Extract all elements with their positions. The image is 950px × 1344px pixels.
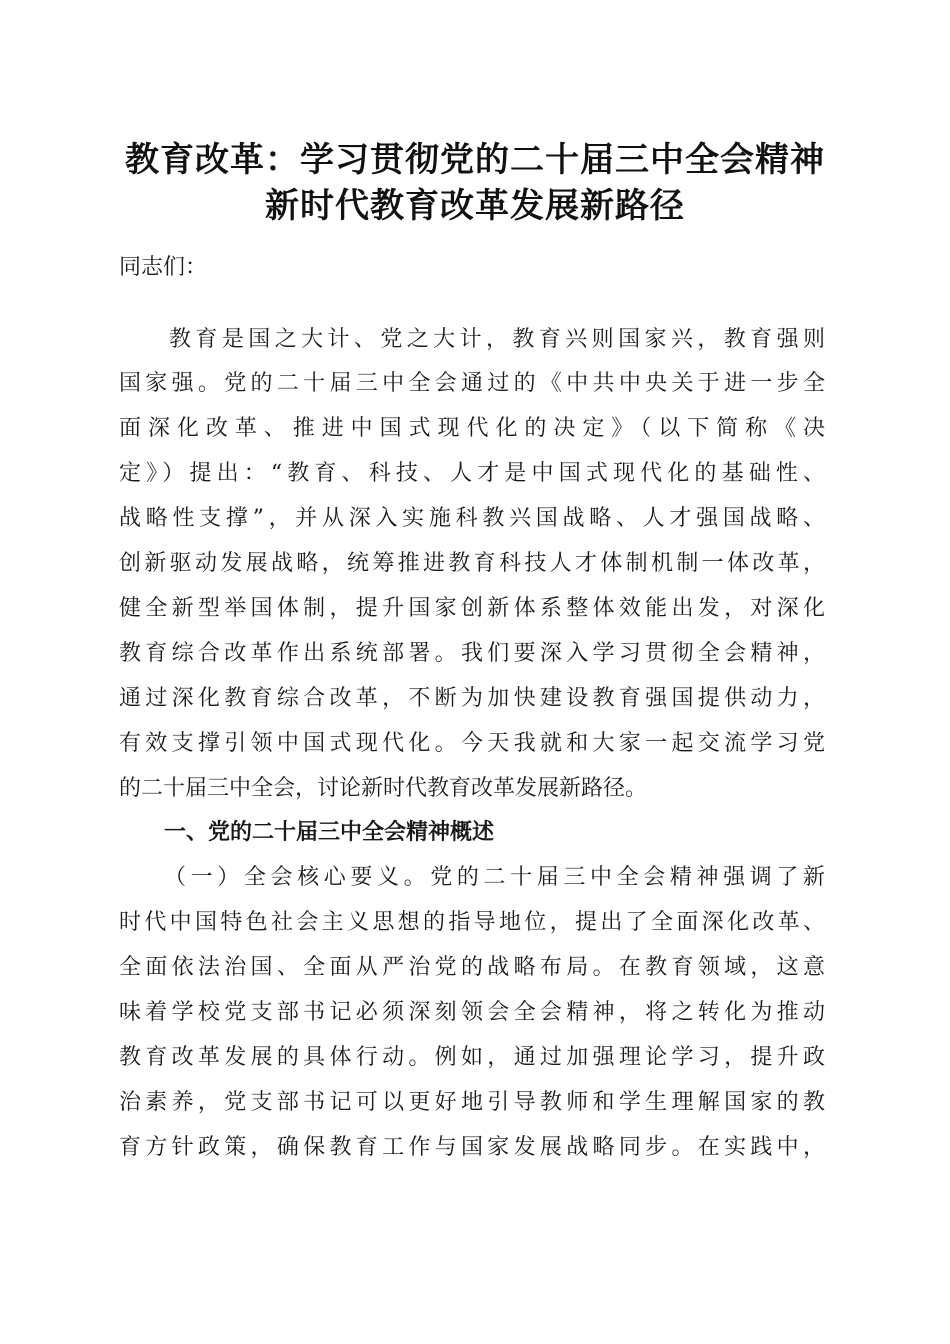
- paragraph-1-line: 战略性支撑”，并从深入实施科教兴国战略、人才强国战略、: [119, 506, 825, 531]
- paragraph-2-line: （一）全会核心要义。党的二十届三中全会精神强调了新: [164, 865, 825, 890]
- document-title-line-1: 教育改革：学习贯彻党的二十届三中全会精神: [125, 140, 825, 180]
- paragraph-1-line: 面深化改革、推进中国式现代化的决定》（以下简称《决: [119, 416, 825, 441]
- paragraph-1-line: 教育是国之大计、党之大计，教育兴则国家兴，教育强则: [169, 327, 825, 352]
- document-title-line-2: 新时代教育改革发展新路径: [265, 186, 685, 226]
- paragraph-1-line: 定》）提出：“教育、科技、人才是中国式现代化的基础性、: [119, 461, 825, 486]
- paragraph-1-line: 健全新型举国体制，提升国家创新体系整体效能出发，对深化: [119, 596, 825, 621]
- paragraph-2-line: 时代中国特色社会主义思想的指导地位，提出了全面深化改革、: [119, 910, 825, 935]
- section-heading: 一、党的二十届三中全会精神概述: [164, 820, 495, 845]
- paragraph-2-line: 育方针政策，确保教育工作与国家发展战略同步。在实践中，: [119, 1135, 825, 1160]
- paragraph-2-line: 味着学校党支部书记必须深刻领会全会精神，将之转化为推动: [119, 1000, 825, 1025]
- paragraph-1-line: 教育综合改革作出系统部署。我们要深入学习贯彻全会精神，: [119, 641, 825, 666]
- paragraph-1-line: 的二十届三中全会，讨论新时代教育改革发展新路径。: [119, 776, 648, 801]
- paragraph-2-line: 全面依法治国、全面从严治党的战略布局。在教育领域，这意: [119, 955, 825, 980]
- paragraph-1-line: 国家强。党的二十届三中全会通过的《中共中央关于进一步全: [119, 371, 825, 396]
- paragraph-2-line: 治素养，党支部书记可以更好地引导教师和学生理解国家的教: [119, 1090, 825, 1115]
- salutation: 同志们：: [119, 255, 208, 280]
- paragraph-1-line: 通过深化教育综合改革，不断为加快建设教育强国提供动力，: [119, 686, 825, 711]
- paragraph-2-line: 教育改革发展的具体行动。例如，通过加强理论学习，提升政: [119, 1045, 825, 1070]
- paragraph-1-line: 创新驱动发展战略，统筹推进教育科技人才体制机制一体改革，: [119, 551, 825, 576]
- paragraph-1-line: 有效支撑引领中国式现代化。今天我就和大家一起交流学习党: [119, 731, 825, 756]
